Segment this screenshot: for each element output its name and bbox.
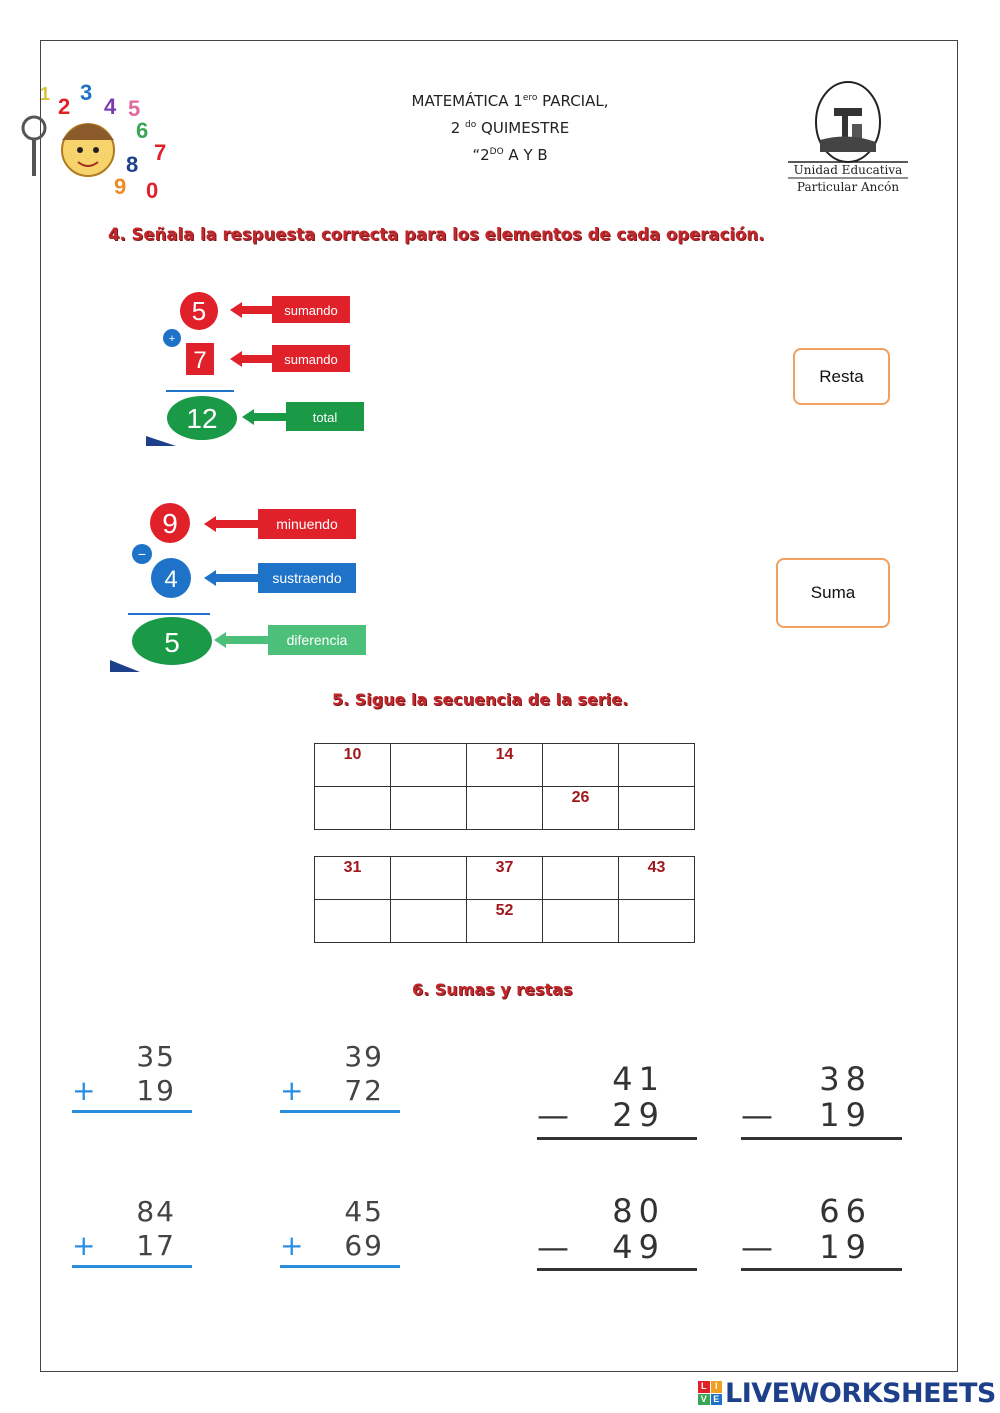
table-cell[interactable] (619, 787, 695, 830)
addition-1 (72, 1040, 192, 1116)
minuend: 80 (612, 1192, 665, 1230)
header-line-1: MATEMÁTICA $1^{ero}$ PARCIAL, (411, 92, 609, 110)
liveworksheets-wordmark: LIVEWORKSHEETS (725, 1377, 996, 1409)
numbers-kid-clipart (18, 78, 178, 203)
digit-8: 8 (126, 152, 139, 177)
question-4-title: 4. Señala la respuesta correcta para los elementos de cada operación. (108, 225, 765, 244)
sum-addend-b: 7 (193, 347, 207, 374)
minuend: 38 (819, 1060, 872, 1098)
answer-box-resta[interactable]: Resta (793, 348, 890, 405)
addend-bottom: 72 (344, 1074, 384, 1107)
sum-line (280, 1265, 400, 1268)
addition-2 (280, 1040, 400, 1116)
sum-addend-a: 5 (191, 296, 207, 326)
addend-bottom: 69 (344, 1229, 384, 1262)
school-logo-line-1: Unidad Educativa (793, 163, 903, 177)
table-cell: 31 (315, 857, 391, 900)
table-cell[interactable] (391, 900, 467, 943)
sum-diagram (146, 286, 368, 446)
question-5-title: 5. Sigue la secuencia de la serie. (332, 690, 629, 709)
liveworksheets-logo-icon: L I V E (698, 1381, 722, 1405)
plus-sign: + (72, 1074, 96, 1107)
addition-3 (72, 1195, 192, 1271)
addend-bottom: 19 (136, 1074, 176, 1107)
table-cell[interactable] (391, 787, 467, 830)
sub-sign: − (137, 546, 147, 562)
subtraction-4 (741, 1192, 902, 1274)
subtraction-3 (537, 1192, 697, 1274)
table-cell[interactable] (467, 787, 543, 830)
table-cell: 52 (467, 900, 543, 943)
plus-sign: + (280, 1074, 304, 1107)
table-cell: 26 (543, 787, 619, 830)
label-sustraendo: sustraendo (272, 570, 342, 586)
digit-1: 1 (40, 84, 51, 104)
table-cell: 14 (467, 744, 543, 787)
header-line-3: “$2^{DO}$ A Y B (472, 146, 548, 164)
label-total: total (312, 410, 338, 425)
digit-4: 4 (104, 94, 117, 119)
addend-top: 35 (136, 1040, 176, 1073)
school-logo (786, 80, 910, 198)
table-cell[interactable] (391, 857, 467, 900)
sub-subtrahend: 4 (164, 566, 178, 593)
sum-total: 12 (186, 403, 218, 434)
digit-7: 7 (154, 140, 167, 165)
subtraction-diagram (110, 494, 368, 672)
table-cell[interactable] (543, 857, 619, 900)
table-row (315, 744, 695, 787)
minus-sign: — (537, 1096, 569, 1134)
difference-line (537, 1137, 697, 1140)
addend-top: 84 (136, 1195, 176, 1228)
table-cell: 43 (619, 857, 695, 900)
minuend: 41 (612, 1060, 665, 1098)
difference-line (741, 1137, 902, 1140)
table-cell: 10 (315, 744, 391, 787)
liveworksheets-brand[interactable] (698, 1378, 996, 1408)
digit-9: 9 (114, 174, 127, 199)
addend-top: 39 (344, 1040, 384, 1073)
subtrahend: 19 (819, 1096, 872, 1134)
table-cell[interactable] (619, 900, 695, 943)
header-line-2: 2 $^{do}$ QUIMESTRE (450, 119, 570, 137)
label-minuendo: minuendo (276, 516, 338, 532)
sub-difference: 5 (164, 627, 180, 658)
minuend: 66 (819, 1192, 872, 1230)
digit-5: 5 (128, 96, 141, 121)
digit-3: 3 (80, 80, 93, 105)
difference-line (537, 1268, 697, 1271)
digit-2: 2 (58, 94, 71, 119)
addition-4 (280, 1195, 400, 1271)
difference-line (741, 1268, 902, 1271)
table-row (315, 900, 695, 943)
sum-line (72, 1110, 192, 1113)
subtrahend: 19 (819, 1228, 872, 1266)
sum-line (280, 1110, 400, 1113)
minus-sign: — (537, 1228, 569, 1266)
subtrahend: 29 (612, 1096, 665, 1134)
digit-6: 6 (136, 118, 149, 143)
plus-sign: + (280, 1229, 304, 1262)
table-row (315, 857, 695, 900)
sum-sign: + (168, 333, 176, 345)
worksheet-header (360, 86, 660, 167)
subtraction-2 (741, 1060, 902, 1142)
sum-line (72, 1265, 192, 1268)
plus-sign: + (72, 1229, 96, 1262)
table-cell[interactable] (315, 900, 391, 943)
table-row (315, 787, 695, 830)
addend-bottom: 17 (136, 1229, 176, 1262)
subtrahend: 49 (612, 1228, 665, 1266)
table-cell[interactable] (315, 787, 391, 830)
label-diferencia: diferencia (286, 632, 348, 648)
answer-box-suma[interactable]: Suma (776, 558, 890, 628)
sequence-table-1 (314, 743, 695, 830)
table-cell: 37 (467, 857, 543, 900)
subtraction-1 (537, 1060, 697, 1142)
table-cell[interactable] (543, 744, 619, 787)
label-sumando-2: sumando (284, 352, 338, 367)
table-cell[interactable] (619, 744, 695, 787)
digit-0: 0 (146, 178, 159, 203)
sub-minuend: 9 (162, 508, 178, 539)
minus-sign: — (741, 1228, 773, 1266)
school-logo-line-2: Particular Ancón (796, 180, 900, 194)
table-cell[interactable] (391, 744, 467, 787)
question-6-title: 6. Sumas y restas (412, 980, 573, 999)
minus-sign: — (741, 1096, 773, 1134)
sequence-table-2 (314, 856, 695, 943)
label-sumando-1: sumando (284, 303, 338, 318)
addend-top: 45 (344, 1195, 384, 1228)
table-cell[interactable] (543, 900, 619, 943)
